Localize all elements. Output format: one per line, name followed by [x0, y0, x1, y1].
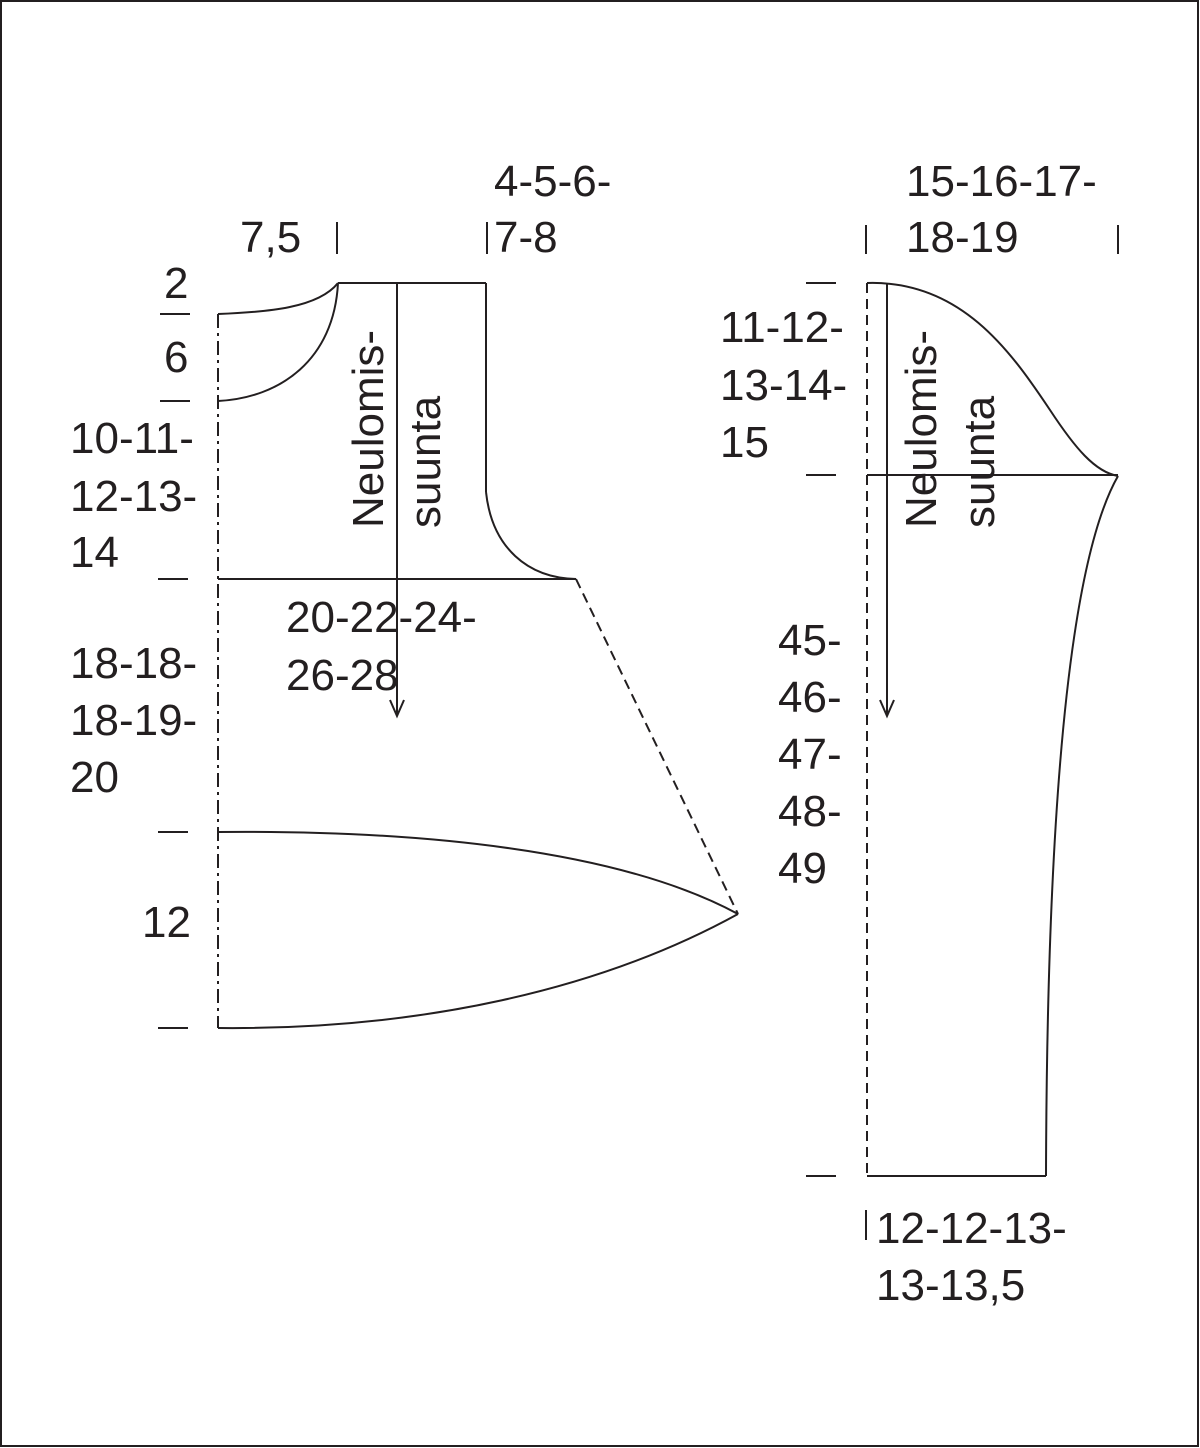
sleeve-underarm-seam: [1046, 476, 1118, 1176]
sleeve-cap-height-label-line2: 13-14-: [720, 361, 848, 410]
body-skirt-label-line1: 18-18-: [70, 639, 198, 688]
body-shoulder-drop-label: 2: [164, 259, 189, 308]
body-chest-width-label-line2: 26-28: [286, 651, 399, 700]
sleeve-top-width-label-line2: 18-19: [906, 213, 1019, 262]
body-hem-label: 12: [142, 898, 191, 947]
sleeve-piece: [720, 157, 1118, 1310]
sleeve-length-label-line5: 49: [778, 844, 827, 893]
body-direction-label-line2: suunta: [401, 395, 450, 528]
body-shoulder-width-label: 7,5: [240, 213, 302, 262]
body-skirt-label-line3: 20: [70, 753, 119, 802]
sleeve-length-label-line3: 47-: [778, 730, 842, 779]
sleeve-cap-height-label-line3: 15: [720, 418, 769, 467]
sleeve-length-label-line1: 45-: [778, 616, 842, 665]
body-skirt-label-line2: 18-19-: [70, 696, 198, 745]
sleeve-top-width-label-line1: 15-16-17-: [906, 157, 1097, 206]
body-direction-label-line1: Neulomis-: [344, 329, 393, 528]
sleeve-cap-height-label-line1: 11-12-: [720, 303, 844, 352]
body-lower-hem-curve: [218, 914, 738, 1028]
body-armhole-curve: [486, 492, 576, 579]
sleeve-length-label-line2: 46-: [778, 673, 842, 722]
body-upper-hem-curve: [218, 832, 738, 914]
body-neck-width-label-line1: 4-5-6-: [494, 157, 612, 206]
body-chest-width-label-line1: 20-22-24-: [286, 593, 477, 642]
body-armhole-label-line3: 14: [70, 528, 119, 577]
body-side-dashed-line: [576, 579, 738, 914]
sleeve-length-label-line4: 48-: [778, 787, 842, 836]
body-armhole-label-line2: 12-13-: [70, 472, 198, 521]
sleeve-direction-label-line1: Neulomis-: [897, 329, 946, 528]
sleeve-cuff-width-label-line2: 13-13,5: [876, 1261, 1026, 1310]
sleeve-cuff-width-label-line1: 12-12-13-: [876, 1204, 1067, 1253]
sleeve-direction-label-line2: suunta: [955, 395, 1004, 528]
body-neck-depth-label: 6: [164, 333, 189, 382]
body-neck-curve: [218, 283, 338, 314]
body-neck-width-label-line2: 7-8: [494, 213, 558, 262]
body-piece: [70, 157, 738, 1028]
body-armhole-label-line1: 10-11-: [70, 414, 194, 463]
body-neck-hollow-curve: [218, 283, 338, 401]
